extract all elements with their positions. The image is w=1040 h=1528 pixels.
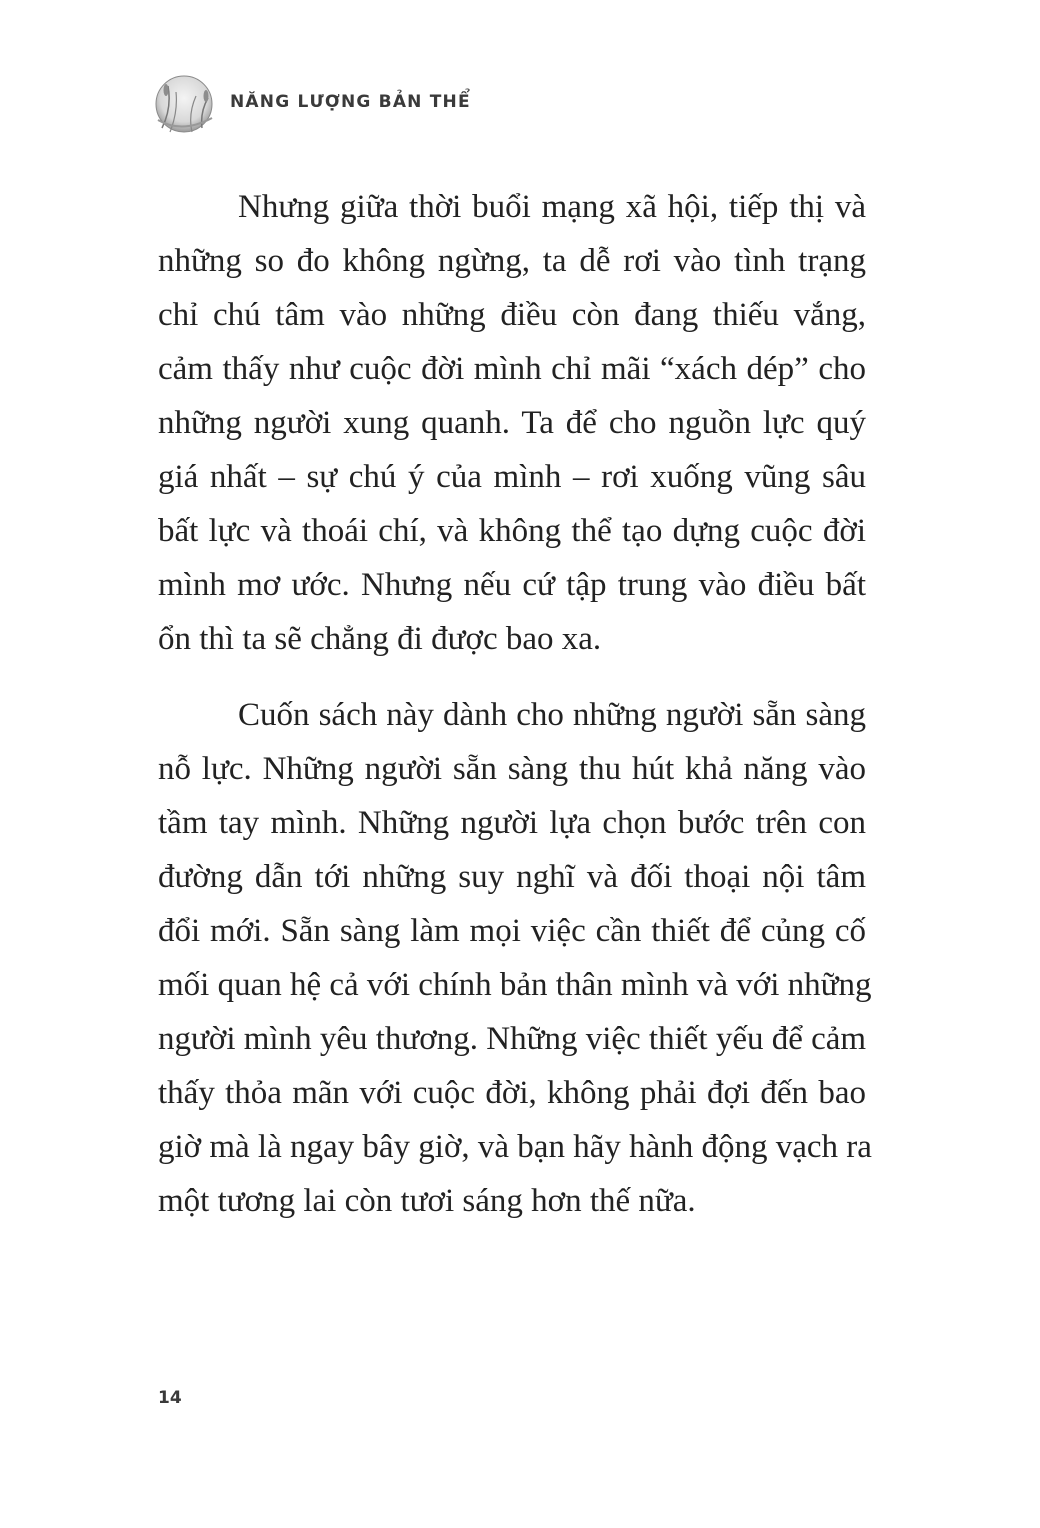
text-line: ổn thì ta sẽ chẳng đi được bao xa. xyxy=(158,621,602,657)
running-title: NĂNG LƯỢNG BẢN THỂ xyxy=(230,92,471,112)
text-line: tầm tay mình. Những người lựa chọn bước trên con xyxy=(158,805,866,841)
text-line: giờ mà là ngay bây giờ, và bạn hãy hành động vạch ra xyxy=(158,1129,872,1165)
wheat-globe-emblem-icon xyxy=(142,68,222,142)
text-line: đường dẫn tới những suy nghĩ và đối thoại nội tâm xyxy=(158,859,866,895)
running-header xyxy=(142,68,222,142)
text-line: Cuốn sách này dành cho những người sẵn sàng xyxy=(238,697,866,733)
text-line: chỉ chú tâm vào những điều còn đang thiếu vắng, xyxy=(158,297,866,333)
text-line: Nhưng giữa thời buổi mạng xã hội, tiếp thị và xyxy=(238,189,866,225)
text-line: mối quan hệ cả với chính bản thân mình và với những xyxy=(158,967,872,1003)
text-line: nỗ lực. Những người sẵn sàng thu hút khả năng vào xyxy=(158,751,866,787)
text-line: giá nhất – sự chú ý của mình – rơi xuống vũng sâu xyxy=(158,459,866,495)
text-line: thấy thỏa mãn với cuộc đời, không phải đợi đến bao xyxy=(158,1075,866,1111)
text-line: một tương lai còn tươi sáng hơn thế nữa. xyxy=(158,1183,696,1219)
text-line: mình mơ ước. Nhưng nếu cứ tập trung vào điều bất xyxy=(158,567,866,603)
text-line: những người xung quanh. Ta để cho nguồn lực quý xyxy=(158,405,866,441)
text-line: đổi mới. Sẵn sàng làm mọi việc cần thiết để củng cố xyxy=(158,913,866,949)
text-line: cảm thấy như cuộc đời mình chỉ mãi “xách dép” cho xyxy=(158,351,866,387)
page-number: 14 xyxy=(158,1388,182,1408)
paragraph-2 xyxy=(158,688,872,1228)
body-text xyxy=(158,180,872,1228)
text-line: những so đo không ngừng, ta dễ rơi vào tình trạng xyxy=(158,243,866,279)
text-line: người mình yêu thương. Những việc thiết yếu để cảm xyxy=(158,1021,867,1057)
paragraph-1 xyxy=(158,180,866,666)
text-line: bất lực và thoái chí, và không thể tạo dựng cuộc đời xyxy=(158,513,866,549)
